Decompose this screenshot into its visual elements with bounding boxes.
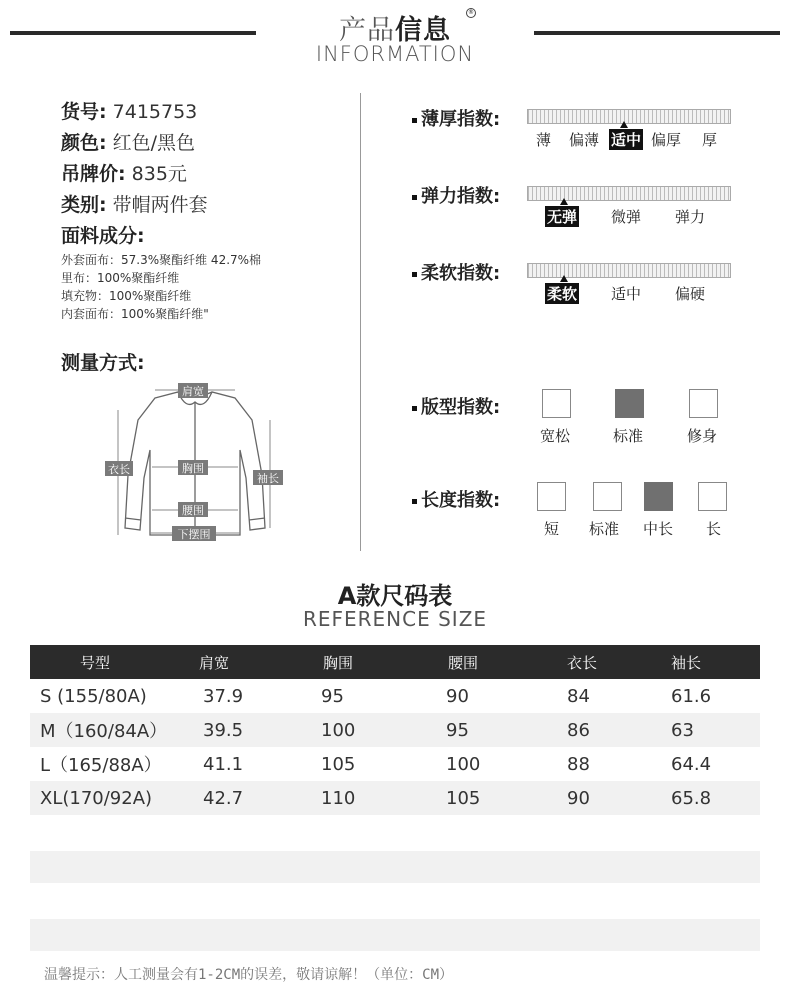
table-cell: 84 <box>567 685 590 707</box>
fabric-label: 面料成分: <box>61 225 145 247</box>
fit-option-loose: 宽松 <box>540 427 571 445</box>
label-waist: 腰围 <box>182 504 204 517</box>
softness-option-soft: 柔软 <box>547 285 578 303</box>
thickness-option-medium: 适中 <box>611 131 642 149</box>
fabric-line: 外套面布：57.3%聚酯纤维 42.7%棉 <box>61 253 262 267</box>
header-title-bold: 信息 <box>395 15 451 46</box>
fit-label: 版型指数: <box>412 393 500 419</box>
length-label: 长度指数: <box>412 486 500 512</box>
table-cell: 88 <box>567 753 590 775</box>
table-cell: 110 <box>315 781 440 815</box>
size-table-subtitle: REFERENCE SIZE <box>302 607 488 631</box>
table-cell: 95 <box>321 685 344 707</box>
color-label: 颜色: <box>61 132 107 154</box>
color-value: 红色/黑色 <box>106 132 196 154</box>
fabric-line: 内套面布：100%聚酯纤维" <box>61 307 209 321</box>
softness-ruler <box>527 263 731 278</box>
thickness-option-thinnish: 偏薄 <box>569 131 600 149</box>
table-cell: M（160/84A） <box>30 713 182 747</box>
size-table-title: A款尺码表 <box>337 582 453 610</box>
thickness-ruler <box>527 109 731 124</box>
length-box-short <box>537 482 566 511</box>
header-subtitle: INFORMATION <box>315 42 475 66</box>
color-row <box>61 128 195 155</box>
header-cell: 号型 <box>30 645 182 679</box>
table-cell: 42.7 <box>182 781 315 815</box>
header-cell: 袖长 <box>666 645 760 679</box>
size-table-header <box>30 645 760 679</box>
elasticity-marker <box>560 198 568 205</box>
empty-table-row <box>30 851 760 883</box>
shirt-measure-diagram <box>100 380 290 550</box>
fit-option-standard: 标准 <box>613 427 644 445</box>
price-value: 835元 <box>125 163 187 185</box>
elasticity-ruler <box>527 186 731 201</box>
fit-box-standard <box>615 389 644 418</box>
softness-marker <box>560 275 568 282</box>
measure-title: 测量方式: <box>61 352 145 374</box>
table-cell: L（165/88A） <box>40 755 162 776</box>
fabric-line: 填充物：100%聚酯纤维 <box>61 289 192 303</box>
table-cell: 64.4 <box>671 753 712 775</box>
thickness-label: 薄厚指数: <box>412 105 500 131</box>
length-option-short: 短 <box>544 520 560 538</box>
item-number-row <box>61 97 197 124</box>
registered-icon: ® <box>468 9 474 16</box>
category-row <box>61 190 208 217</box>
measurement-note: 温馨提示：人工测量会有1-2CM的误差，敬请谅解！（单位：CM） <box>44 967 453 983</box>
header-title-light: 产品 <box>339 15 395 46</box>
table-cell: 41.1 <box>203 753 244 775</box>
table-cell: 37.9 <box>203 685 244 707</box>
fit-option-slim: 修身 <box>687 427 718 445</box>
length-option-long: 长 <box>706 520 722 538</box>
elasticity-label: 弹力指数: <box>412 182 500 208</box>
table-cell: 65.8 <box>666 781 760 815</box>
thickness-option-thick: 厚 <box>702 131 718 149</box>
header-cell: 肩宽 <box>182 645 315 679</box>
elasticity-option-stretch: 弹力 <box>675 208 706 226</box>
table-cell: 86 <box>562 713 666 747</box>
table-cell: 39.5 <box>182 713 315 747</box>
table-cell: 90 <box>562 781 666 815</box>
size-table <box>30 645 760 815</box>
table-cell: 90 <box>446 685 469 707</box>
header-cell: 腰围 <box>440 645 562 679</box>
table-cell: 63 <box>666 713 760 747</box>
table-cell: 105 <box>321 753 356 775</box>
length-option-standard: 标准 <box>589 520 620 538</box>
category-label: 类别: <box>61 194 107 216</box>
price-row <box>61 159 187 186</box>
fabric-list <box>61 251 261 323</box>
table-row <box>30 713 760 747</box>
softness-option-medium: 适中 <box>611 285 642 303</box>
label-length: 衣长 <box>108 463 130 476</box>
table-cell: 95 <box>440 713 562 747</box>
elasticity-option-slight: 微弹 <box>611 208 642 226</box>
label-hem: 下摆围 <box>177 528 211 541</box>
header-cell: 胸围 <box>315 645 440 679</box>
item-number-label: 货号: <box>61 101 107 123</box>
table-row <box>30 781 760 815</box>
fit-box-loose <box>542 389 571 418</box>
table-row <box>30 679 760 713</box>
thickness-option-thin: 薄 <box>536 131 552 149</box>
table-cell: 100 <box>446 753 481 775</box>
item-number-value: 7415753 <box>106 101 198 123</box>
length-box-midlong <box>644 482 673 511</box>
thickness-marker <box>620 121 628 128</box>
softness-label: 柔软指数: <box>412 259 500 285</box>
length-option-midlong: 中长 <box>643 520 674 538</box>
table-cell: 61.6 <box>671 685 712 707</box>
label-shoulder: 肩宽 <box>182 385 204 398</box>
category-value: 带帽两件套 <box>106 194 208 216</box>
table-cell: S (155/80A) <box>40 685 147 707</box>
softness-option-stiff: 偏硬 <box>675 285 706 303</box>
empty-table-row <box>30 919 760 951</box>
fabric-line: 里布：100%聚酯纤维 <box>61 271 180 285</box>
section-divider <box>360 93 361 551</box>
thickness-option-thickish: 偏厚 <box>651 131 682 149</box>
header-cell: 衣长 <box>562 645 666 679</box>
table-row <box>30 747 760 781</box>
elasticity-option-none: 无弹 <box>547 208 578 226</box>
label-chest: 胸围 <box>182 462 204 475</box>
fit-box-slim <box>689 389 718 418</box>
table-cell: 105 <box>440 781 562 815</box>
table-cell: 100 <box>315 713 440 747</box>
length-box-long <box>698 482 727 511</box>
fabric-row <box>61 221 145 248</box>
price-label: 吊牌价: <box>61 163 126 185</box>
label-sleeve: 袖长 <box>257 472 279 485</box>
table-cell: XL(170/92A) <box>30 781 182 815</box>
length-box-standard <box>593 482 622 511</box>
